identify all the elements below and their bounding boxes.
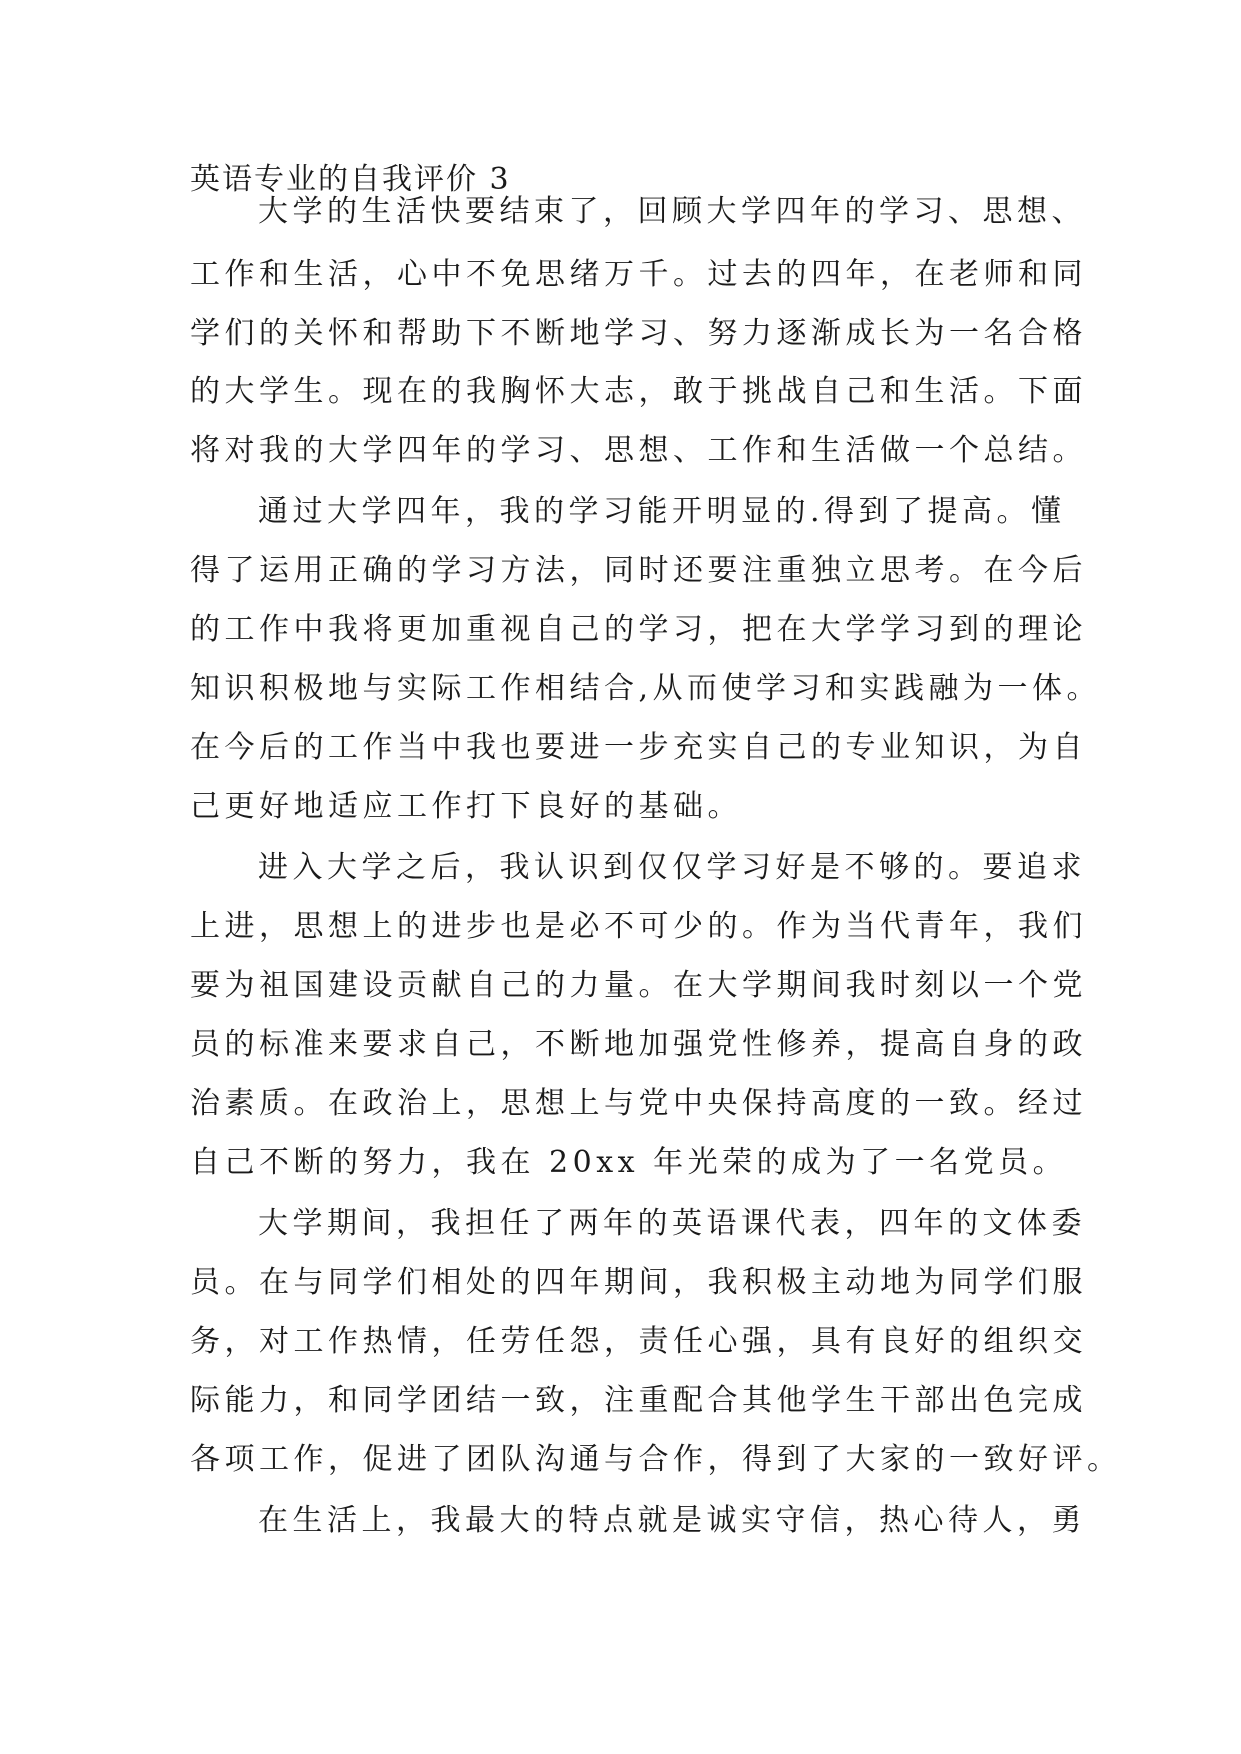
paragraph-2-line-1: 通过大学四年，我的学习能开明显的.得到了提高。懂 (258, 494, 1066, 529)
paragraph-1-line-4: 的大学生。现在的我胸怀大志，敢于挑战自己和生活。下面 (190, 374, 1087, 409)
paragraph-4-line-1: 大学期间，我担任了两年的英语课代表，四年的文体委 (258, 1206, 1086, 1241)
paragraph-2-line-6: 己更好地适应工作打下良好的基础。 (190, 789, 742, 824)
paragraph-2-line-3: 的工作中我将更加重视自己的学习，把在大学学习到的理论 (190, 612, 1087, 647)
paragraph-2-line-5: 在今后的工作当中我也要进一步充实自己的专业知识，为自 (190, 730, 1087, 765)
paragraph-3-line-4: 员的标准来要求自己，不断地加强党性修养，提高自身的政 (190, 1027, 1087, 1062)
paragraph-1-line-5: 将对我的大学四年的学习、思想、工作和生活做一个总结。 (190, 433, 1087, 468)
paragraph-3-line-3: 要为祖国建设贡献自己的力量。在大学期间我时刻以一个党 (190, 968, 1087, 1003)
paragraph-5-line-1: 在生活上，我最大的特点就是诚实守信，热心待人，勇 (258, 1503, 1086, 1538)
paragraph-3-line-2: 上进，思想上的进步也是必不可少的。作为当代青年，我们 (190, 909, 1087, 944)
paragraph-4-line-5: 各项工作，促进了团队沟通与合作，得到了大家的一致好评。 (190, 1442, 1122, 1477)
paragraph-4-line-3: 务，对工作热情，任劳任怨，责任心强，具有良好的组织交 (190, 1324, 1087, 1359)
document-title: 英语专业的自我评价 3 (190, 162, 511, 197)
paragraph-3-line-5: 治素质。在政治上，思想上与党中央保持高度的一致。经过 (190, 1086, 1087, 1121)
paragraph-2-line-2: 得了运用正确的学习方法，同时还要注重独立思考。在今后 (190, 553, 1087, 588)
paragraph-3-line-1: 进入大学之后，我认识到仅仅学习好是不够的。要追求 (258, 850, 1086, 885)
paragraph-1-line-2: 工作和生活，心中不免思绪万千。过去的四年，在老师和同 (190, 257, 1087, 292)
paragraph-2-line-4: 知识积极地与实际工作相结合,从而使学习和实践融为一体。 (190, 671, 1102, 706)
paragraph-1-line-1: 大学的生活快要结束了，回顾大学四年的学习、思想、 (258, 194, 1086, 229)
paragraph-1-line-3: 学们的关怀和帮助下不断地学习、努力逐渐成长为一名合格 (190, 316, 1087, 351)
paragraph-4-line-4: 际能力，和同学团结一致，注重配合其他学生干部出色完成 (190, 1383, 1087, 1418)
paragraph-4-line-2: 员。在与同学们相处的四年期间，我积极主动地为同学们服 (190, 1265, 1087, 1300)
paragraph-3-line-6: 自己不断的努力，我在 20xx 年光荣的成为了一名党员。 (190, 1145, 1068, 1180)
